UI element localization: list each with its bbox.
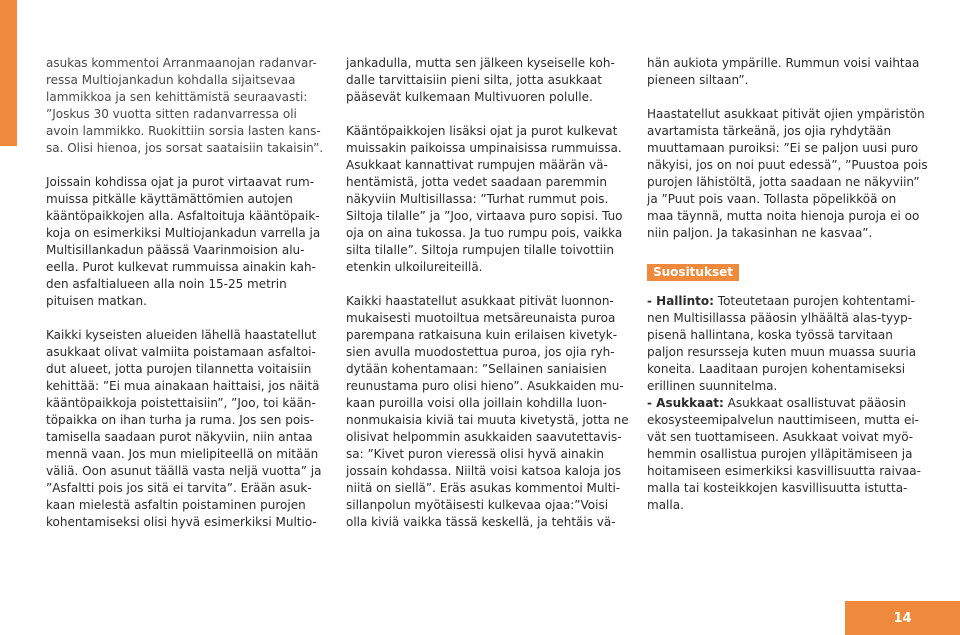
paragraph: Joissain kohdissa ojat ja purot virtaavat rum- muissa pitkälle käyttämättömien autojen kääntöpaikkojen alla. Asfaltoituja kääntöpaik- koja on esimerkiksi Multiojankadun varrella ja Multisillankadun päässä Vaarinmoision alu- eella. Purot kulkevat rummuissa ainakin kah- den asfaltialueen alla noin 15-25 metrin pituisen matkan. <box>46 175 321 308</box>
recommendation-hallinto: - Hallinto: Toteutetaan purojen kohtentami- nen Multisillassa pääosin ylhäältä alas-tyyp- pisenä hallintana, koska työssä tarvitaan paljon resursseja kuten muun muassa suuria koneita. Laaditaan purojen kohentamiseksi erillinen suunnitelma. <box>647 294 917 393</box>
page-number: 14 <box>845 601 960 635</box>
paragraph: Haastatellut asukkaat pitivät ojien ympäristön avartamista tärkeänä, jos ojia ryhdytään muuttamaan puroiksi: ”Ei se paljon uusi puro näkyisi, jos on noi puut edessä”, ”Puustoa pois purojen lähistöltä, jotta saadaan ne näkyviin” ja ”Puut pois vaan. Tollasta pöpelikköä on maa täynnä, mutta noita hienoja puroja ei oo niin paljon. Ja takasinhan ne kasvaa”. <box>647 107 928 240</box>
text-column-2 <box>346 55 629 531</box>
hallinto-label: - Hallinto: <box>647 294 714 308</box>
recommendation-asukkaat: - Asukkaat: Asukkaat osallistuvat pääosin ekosysteemipalvelun nauttimiseen, mutta ei- vät sen tuottamiseen. Asukkaat voivat myö- hemmin osallistua purojen ylläpitämiseen ja hoitamiseen esimerkiksi kasvillisuutta raivaa- malla tai kosteikkojen kasvillisuutta istutta- malla. <box>647 396 921 512</box>
section-heading <box>647 264 927 281</box>
paragraph: Kaikki haastatellut asukkaat pitivät luonnon- mukaisesti muotoiltua metsäreunaista puroa parempana ratkaisuna kuin erilaisen kivetyk- sien avulla muodostettua puroa, jos ojia ryh- dytään kohentamaan: ”Sellainen saniaisien reunustama puro olisi hieno”. Asukkaiden mu- kaan puroilla voisi olla joillain kohdilla luon- nonmukaisia kiviä tai muuta kivetystä, jotta ne olisivat helpommin asukkaiden saavutettavis- sa: ”Kivet puron vieressä olisi hyvä ainakin jossain kohdassa. Niiltä voisi katsoa kaloja jos niitä on siellä”. Eräs asukas kommentoi Multi- sillanpolun myötäisesti kulkevaa ojaa:”Voisi olla kiviä vaikka tässä keskellä, ja tehtäis vä- <box>346 294 629 529</box>
orange-accent-bar <box>0 0 17 146</box>
text-column-3 <box>647 55 927 514</box>
asukkaat-label: - Asukkaat: <box>647 396 724 410</box>
paragraph: Kaikki kyseisten alueiden lähellä haastatellut asukkaat olivat valmiita poistamaan asfaltoi- dut alueet, jotta purojen tilannetta voitaisiin kehittää: ”Ei mua ainakaan haittaisi, jos näitä kääntöpaikkoja poistettaisiin”, ”Joo, toi kään- töpaikka on ihan turha ja ruma. Jos sen pois- tamisella saadaan purot näkyviin, niin antaa mennä vaan. Jos mun mielipiteellä on mitään väliä. Oon asunut täällä vasta neljä vuotta” ja ”Asfaltti pois jos sitä ei tarvita”. Erään asuk- kaan mielestä asfaltin poistaminen purojen kohentamiseksi olisi hyvä esimerkiksi Multio- <box>46 328 322 529</box>
text-column-1 <box>46 55 324 531</box>
paragraph: Kääntöpaikkojen lisäksi ojat ja purot kulkevat muissakin paikoissa umpinaisissa rummuissa. Asukkaat kannattivat rumpujen määrän vä- hentämistä, jotta vedet saadaan paremmin näkyviin Multisillassa: ”Turhat rummut pois. Siltoja tilalle” ja ”Joo, virtaava puro sopisi. Tuo oja on aina tukossa. Ja tuo rumpu pois, vaikka silta tilalle”. Siltoja rumpujen tilalle toivottiin etenkin ulkoilureiteillä. <box>346 124 623 274</box>
paragraph: asukas kommentoi Arranmaanojan radanvar- ressa Multiojankadun kohdalla sijaitsevaa lammikkoa ja sen kehittämistä seuraavasti: ”Joskus 30 vuotta sitten radanvarressa oli avoin lammikko. Ruokittiin sorsia lasten kans- sa. Olisi hienoa, jos sorsat saataisiin takaisin”. <box>46 56 324 155</box>
paragraph: hän aukiota ympärille. Rummun voisi vaihtaa pieneen siltaan”. <box>647 56 920 87</box>
paragraph: jankadulla, mutta sen jälkeen kyseiselle koh- dalle tarvittaisiin pieni silta, jotta asukkaat pääsevät kulkemaan Multivuoren polulle. <box>346 56 615 104</box>
suositukset-heading: Suositukset <box>647 264 739 281</box>
